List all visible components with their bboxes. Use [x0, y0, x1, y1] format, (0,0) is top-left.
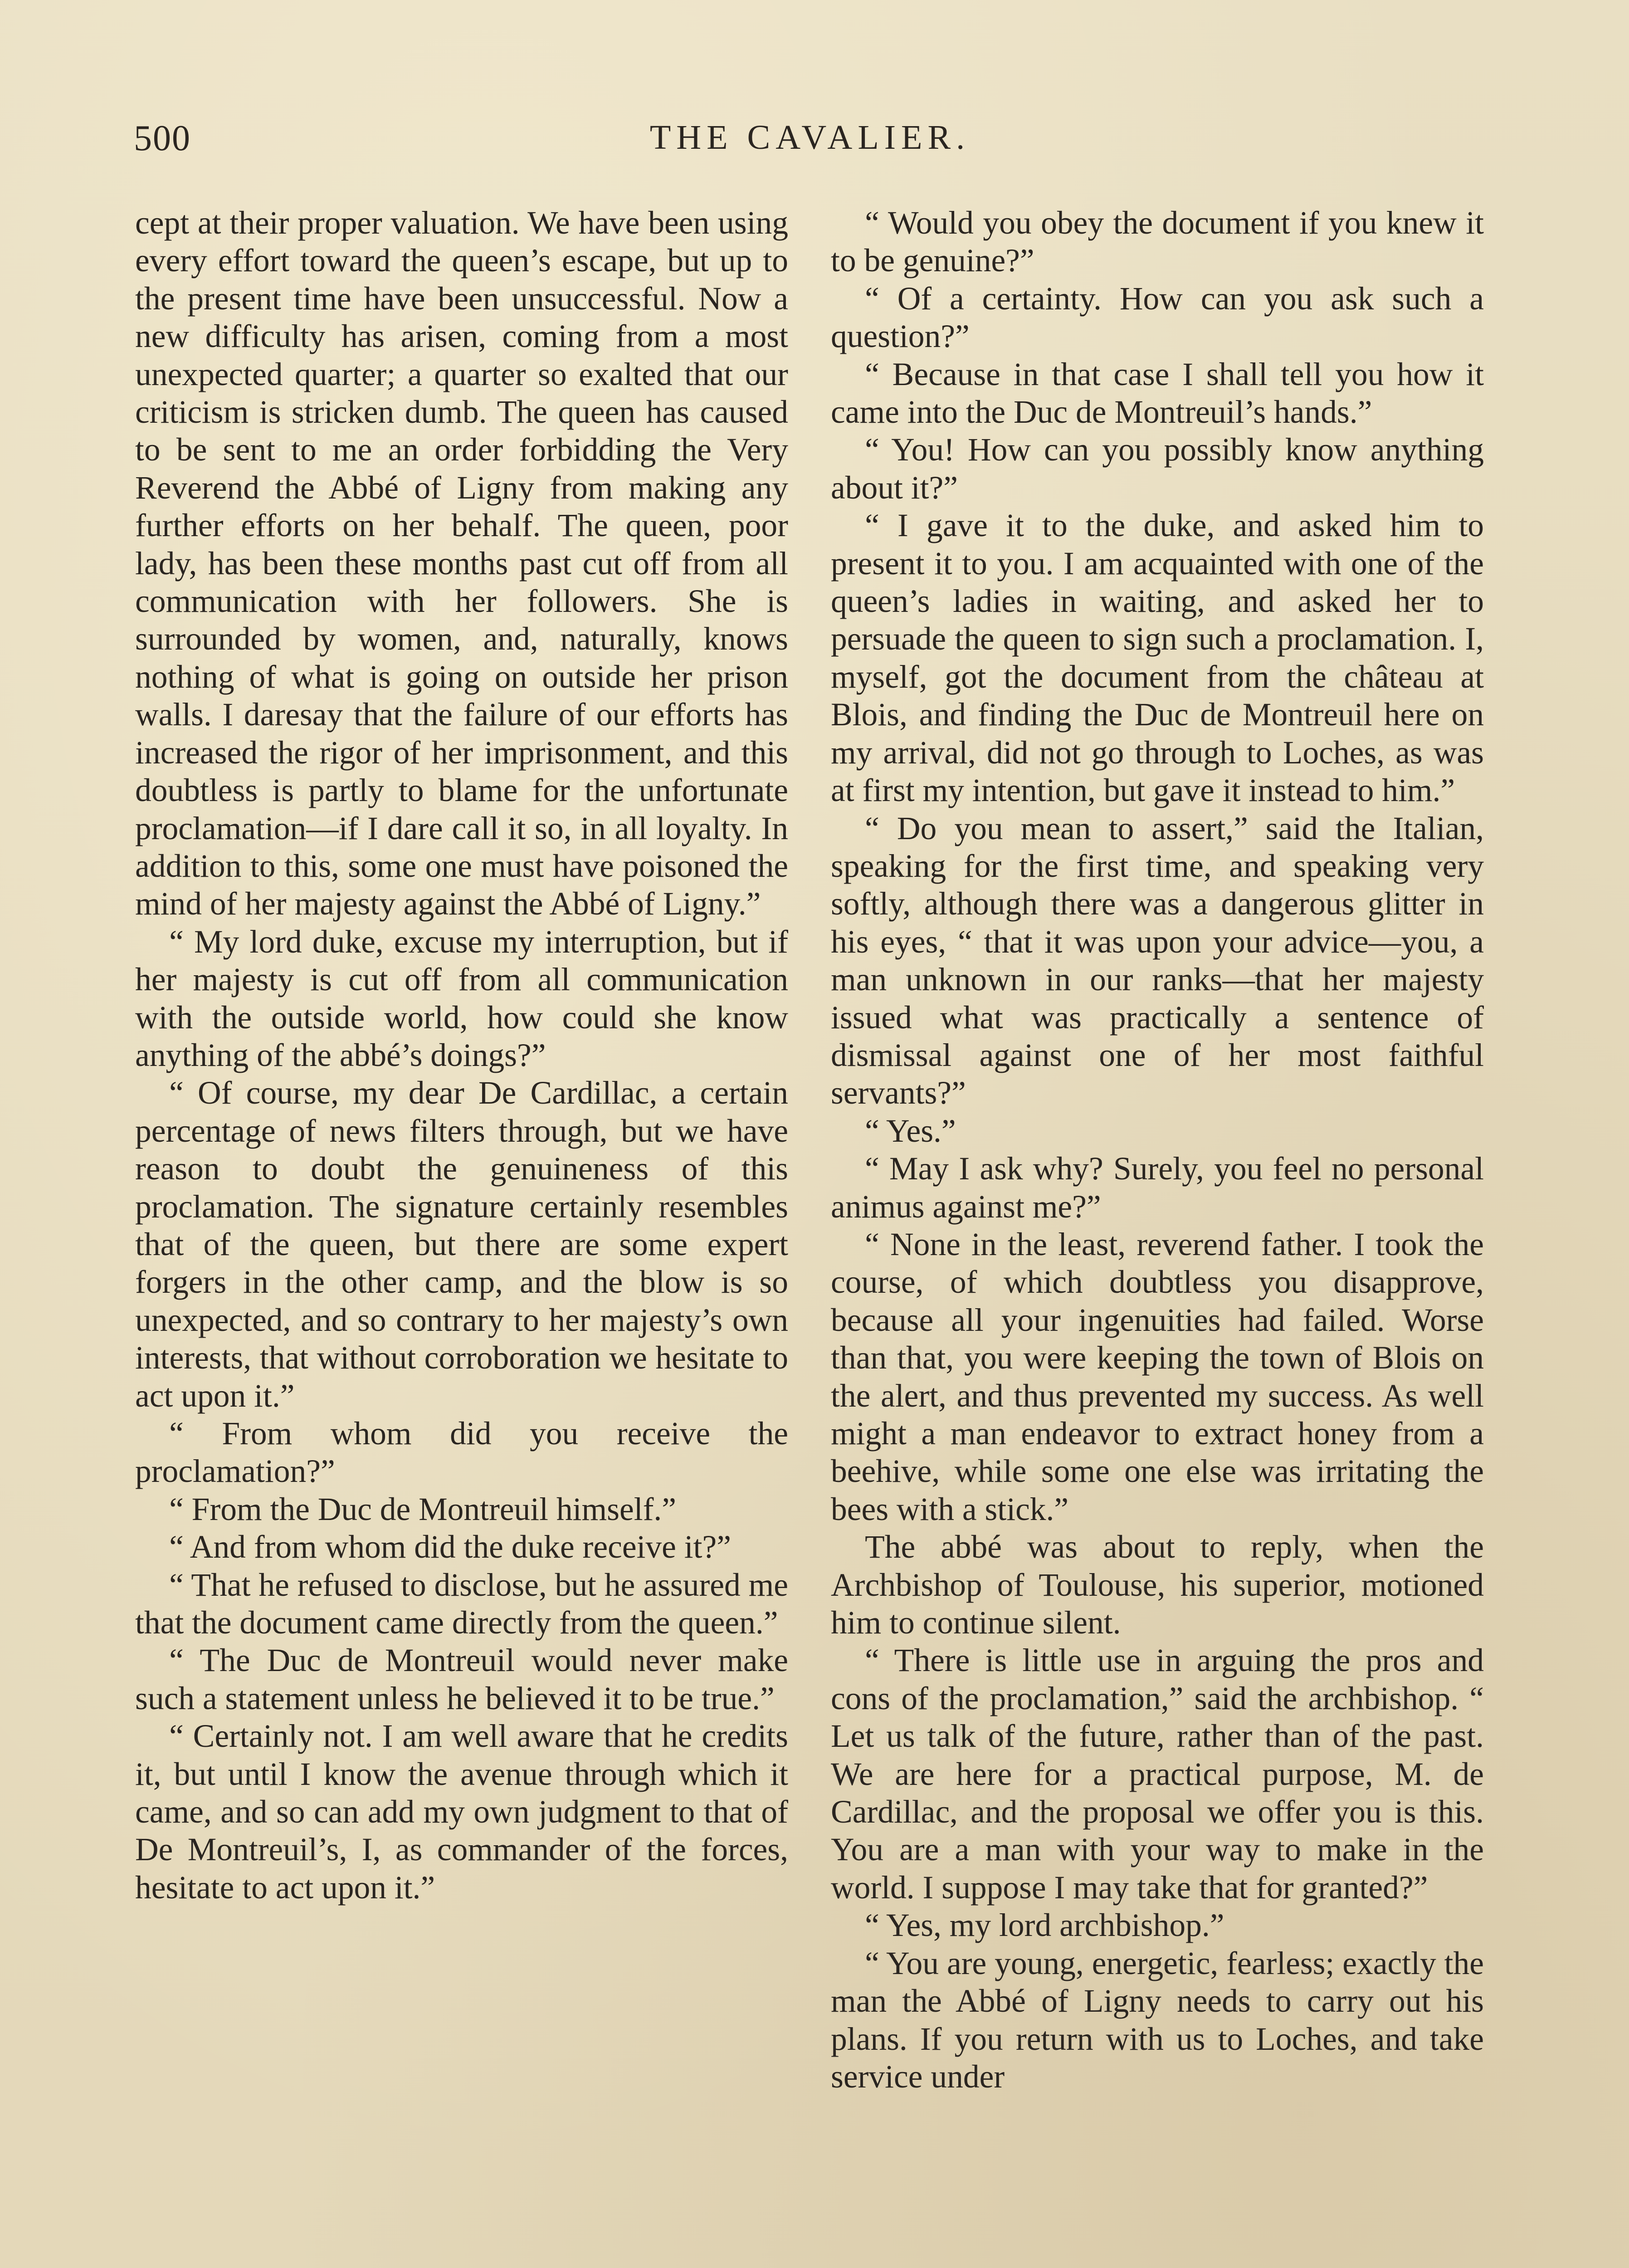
- paragraph: “ May I ask why? Surely, you feel no personal animus against me?”: [831, 1151, 1484, 1225]
- paragraph: “ There is little use in arguing the pros and cons of the proclamation,” said the archbishop. “ Let us talk of the future, rather than of the past. We are here for a practical purpose, M. de Cardillac, and the proposal we offer you is this. You are a man with your way to make in the world. I suppose I may take that for granted?”: [831, 1642, 1484, 1906]
- paragraph: “ My lord duke, excuse my interruption, but if her majesty is cut off from all communication with the outside world, how could she know anything of the abbé’s doings?”: [135, 924, 788, 1073]
- paragraph: “ You are young, energetic, fearless; exactly the man the Abbé of Ligny needs to carry out his plans. If you return with us to Loches, and take service under: [831, 1945, 1484, 2095]
- paragraph: “ From the Duc de Montreuil himself.”: [169, 1491, 676, 1527]
- paragraph: “ Of a certainty. How can you ask such a question?”: [831, 280, 1484, 355]
- running-title: THE CAVALIER.: [649, 118, 971, 156]
- right-column: [831, 204, 1484, 2096]
- paragraph: “ Would you obey the document if you knew it to be genuine?”: [831, 205, 1484, 279]
- paragraph: “ The Duc de Montreuil would never make such a statement unless he believed it to be true.”: [135, 1642, 788, 1716]
- paragraph: “ And from whom did the duke receive it?”: [169, 1529, 731, 1565]
- paragraph: “ Of course, my dear De Cardillac, a certain percentage of news filters through, but we have reason to doubt the genuineness of this proclamation. The signature certainly resembles that of the queen, but there are some expert forgers in the other camp, and the blow is so unexpected, and so contrary to her majesty’s own interests, that without corroboration we hesitate to act upon it.”: [135, 1075, 788, 1414]
- left-column: [135, 204, 788, 1906]
- page-header: [134, 118, 1486, 172]
- paragraph: The abbé was about to reply, when the Archbishop of Toulouse, his superior, motioned him to continue silent.: [831, 1529, 1484, 1641]
- paragraph: “ That he refused to disclose, but he assured me that the document came directly from the queen.”: [135, 1567, 788, 1641]
- paragraph: cept at their proper valuation. We have been using every effort toward the queen’s escape, but up to the present time have been unsuccessful. Now a new difficulty has arisen, coming from a most unexpected quarter; a quarter so exalted that our criticism is stricken dumb. The queen has caused to be sent to me an order forbidding the Very Reverend the Abbé of Ligny from making any further efforts on her behalf. The queen, poor lady, has been these months past cut off from all communication with her followers. She is surrounded by women, and, naturally, knows nothing of what is going on outside her prison walls. I daresay that the failure of our efforts has increased the rigor of her imprisonment, and this doubtless is partly to blame for the unfortunate proclamation—if I dare call it so, in all loyalty. In addition to this, some one must have poisoned the mind of her majesty against the Abbé of Ligny.”: [135, 205, 788, 922]
- paragraph: “ I gave it to the duke, and asked him to present it to you. I am acquainted with one of the queen’s ladies in waiting, and asked her to persuade the queen to sign such a proclamation. I, myself, got the document from the château at Blois, and finding the Duc de Montreuil here on my arrival, did not go through to Loches, as was at first my intention, but gave it instead to him.”: [831, 508, 1484, 809]
- paragraph: “ Because in that case I shall tell you how it came into the Duc de Montreuil’s hands.”: [831, 356, 1484, 430]
- paragraph: “ From whom did you receive the proclamation?”: [135, 1416, 788, 1490]
- paragraph: “ None in the least, reverend father. I took the course, of which doubtless you disapprove, because all your ingenuities had failed. Worse than that, you were keeping the town of Blois on the alert, and thus prevented my success. As well might a man endeavor to extract honey from a beehive, while some one else was irritating the bees with a stick.”: [831, 1226, 1484, 1527]
- paragraph: “ Certainly not. I am well aware that he credits it, but until I know the avenue through which it came, and so can add my own judgment to that of De Montreuil’s, I, as commander of the forces, hesitate to act upon it.”: [135, 1718, 788, 1906]
- paragraph: “ Yes, my lord archbishop.”: [865, 1907, 1224, 1944]
- paragraph: “ You! How can you possibly know anything about it?”: [831, 432, 1484, 506]
- paragraph: “ Do you mean to assert,” said the Italian, speaking for the first time, and speaking very softly, although there was a dangerous glitter in his eyes, “ that it was upon your advice—you, a man unknown in our ranks—that her majesty issued what was practically a sentence of dismissal against one of her most faithful servants?”: [831, 810, 1484, 1111]
- page-number: 500: [134, 118, 191, 158]
- paragraph: “ Yes.”: [865, 1113, 956, 1149]
